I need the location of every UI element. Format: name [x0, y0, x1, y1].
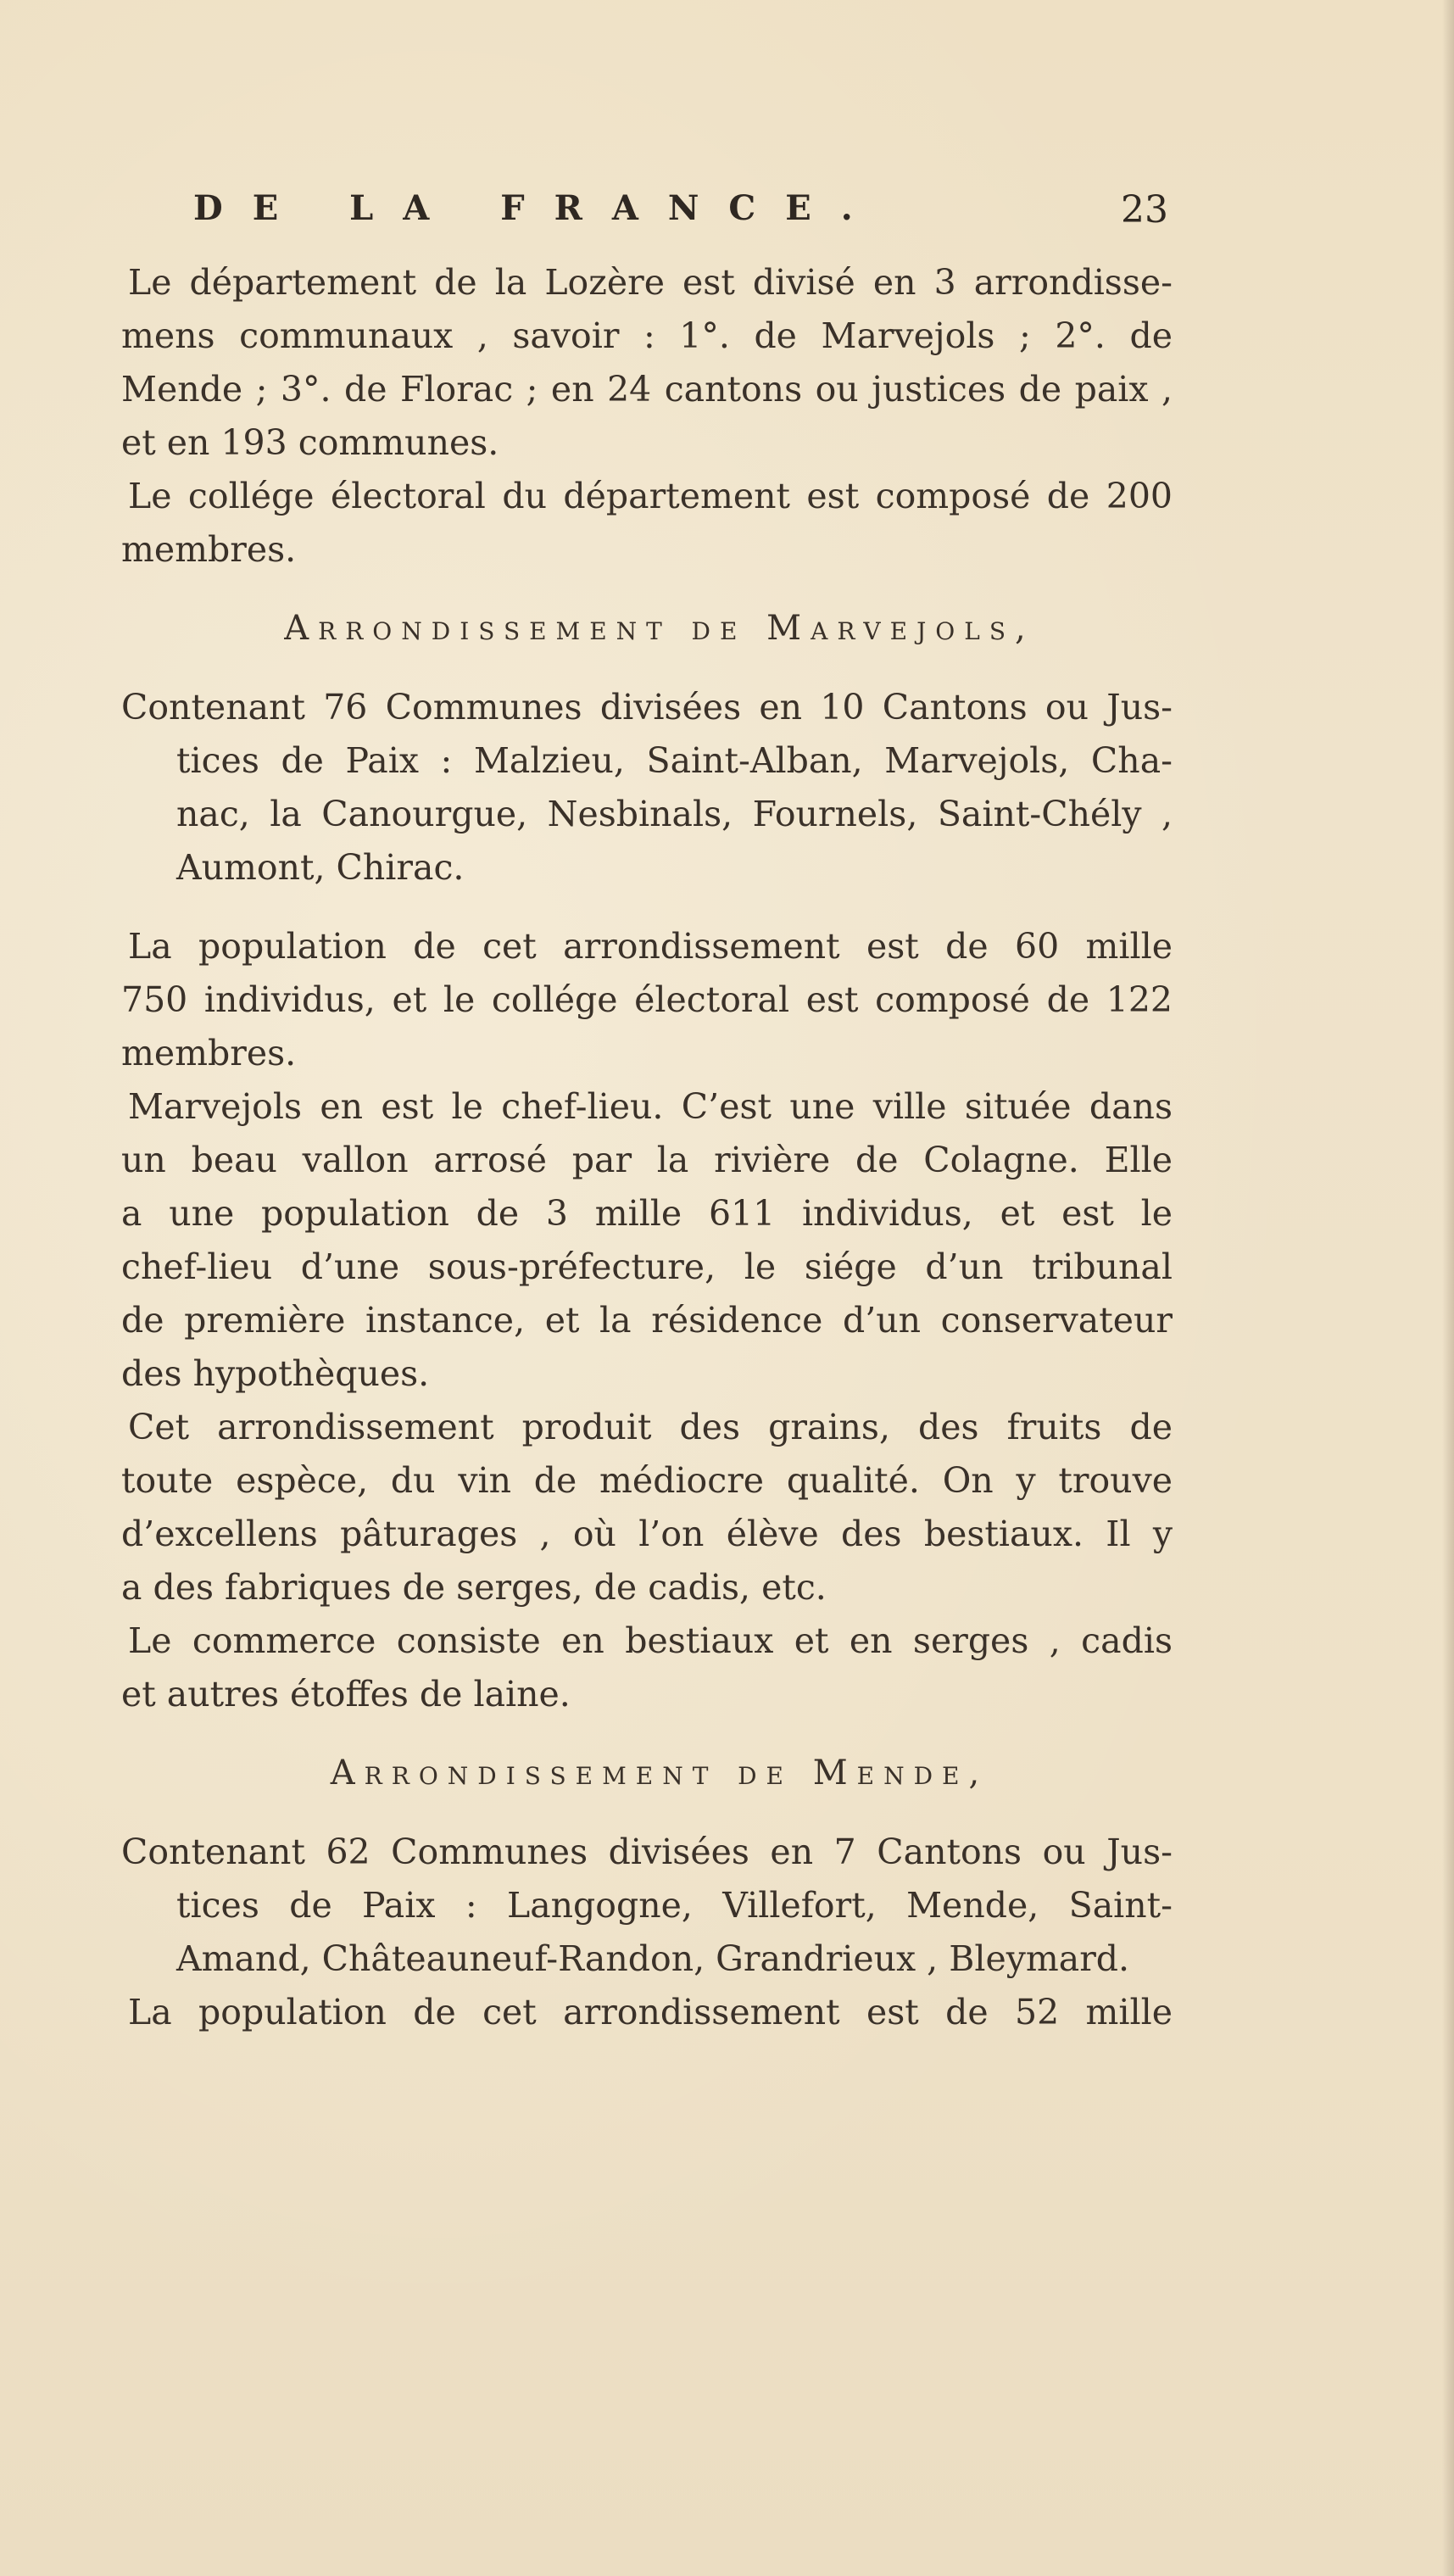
section-heading-marvejols: Arrondissement de Marvejols, [284, 609, 1035, 648]
paragraph-productions [121, 1401, 1173, 1614]
text-line: Le département de la Lozère est divisé en 3 arrondisse- [128, 262, 1173, 303]
text-line: Contenant 76 Communes divisées en 10 Cantons ou Jus- [121, 687, 1173, 728]
text-line: Amand, Châteauneuf-Randon, Grandrieux , Bleymard. [176, 1938, 1130, 1979]
text-line: membres. [121, 529, 297, 570]
running-head-title: DE LA FRANCE. [193, 188, 883, 228]
text-line: chef-lieu d’une sous-préfecture, le siége d’un tribunal [121, 1246, 1173, 1287]
text-line: et autres étoffes de laine. [121, 1674, 571, 1715]
paragraph-population-marvejols [121, 920, 1173, 1080]
text-line: 750 individus, et le collége électoral est composé de 122 [121, 979, 1173, 1020]
text-line: tices de Paix : Malzieu, Saint-Alban, Marvejols, Cha- [176, 740, 1173, 781]
paragraph-cantons-marvejols [121, 681, 1173, 895]
page-number: 23 [1121, 188, 1168, 231]
text-line: Le collége électoral du département est composé de 200 [128, 476, 1173, 516]
text-line: mens communaux , savoir : 1°. de Marvejols ; 2°. de [121, 315, 1173, 356]
text-line: Mende ; 3°. de Florac ; en 24 cantons ou justices de paix , [121, 369, 1173, 410]
text-line: Cet arrondissement produit des grains, des fruits de [128, 1407, 1173, 1447]
text-line: La population de cet arrondissement est de 60 mille [128, 926, 1173, 967]
text-line: tices de Paix : Langogne, Villefort, Mende, Saint- [176, 1885, 1173, 1926]
text-line: d’excellens pâturages , où l’on élève des bestiaux. Il y [121, 1514, 1173, 1554]
text-line: des hypothèques. [121, 1353, 430, 1394]
text-line: et en 193 communes. [121, 422, 499, 463]
paragraph-college [121, 470, 1173, 577]
paragraph-commerce [121, 1614, 1173, 1721]
text-line: membres. [121, 1033, 297, 1073]
text-line: a une population de 3 mille 611 individus, et est le [121, 1193, 1173, 1234]
paragraph-chef-lieu [121, 1080, 1173, 1401]
text-line: a des fabriques de serges, de cadis, etc. [121, 1567, 827, 1608]
paragraph-departement [121, 256, 1173, 470]
text-line: de première instance, et la résidence d’un conservateur [121, 1300, 1173, 1341]
running-head [193, 188, 1168, 239]
paragraph-population-mende [121, 1986, 1173, 2039]
text-line: toute espèce, du vin de médiocre qualité. On y trouve [121, 1460, 1173, 1501]
text-line: La population de cet arrondissement est de 52 mille [128, 1992, 1173, 2032]
text-line: Marvejols en est le chef-lieu. C’est une ville située dans [128, 1086, 1173, 1127]
body-text [121, 256, 1173, 2039]
text-line: nac, la Canourgue, Nesbinals, Fournels, Saint-Chély , [176, 794, 1173, 834]
paragraph-cantons-mende [121, 1826, 1173, 1986]
text-line: un beau vallon arrosé par la rivière de Colagne. Elle [121, 1140, 1173, 1180]
text-line: Aumont, Chirac. [176, 847, 465, 888]
section-heading-mende: Arrondissement de Mende, [330, 1754, 989, 1793]
text-line: Contenant 62 Communes divisées en 7 Cantons ou Jus- [121, 1832, 1173, 1872]
page-edge-shadow [1442, 0, 1454, 2576]
text-line: Le commerce consiste en bestiaux et en serges , cadis [128, 1620, 1173, 1661]
